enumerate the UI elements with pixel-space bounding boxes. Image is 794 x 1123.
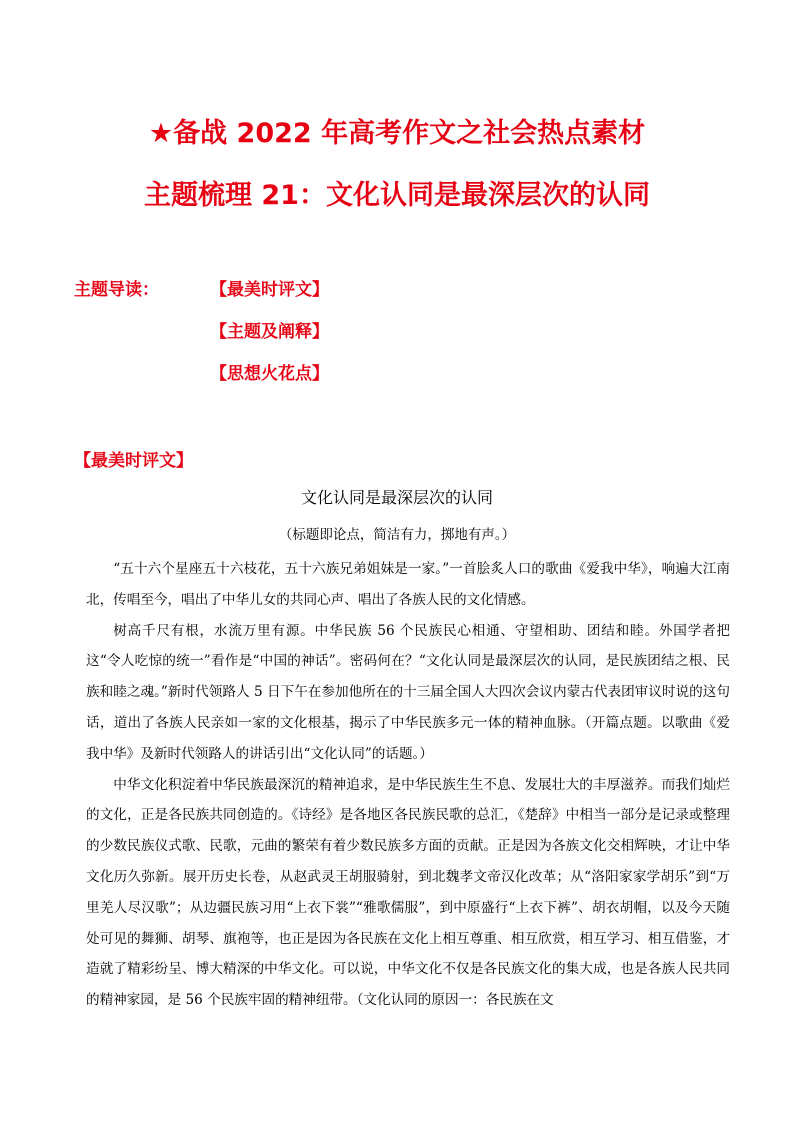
essay-title: 文化认同是最深层次的认同	[300, 488, 493, 507]
essay-body	[86, 554, 730, 1016]
guide-label: 主题导读：	[74, 280, 159, 300]
guide-item-ideas: 【思想火花点】	[210, 364, 329, 384]
guide-item-theme: 【主题及阐释】	[210, 322, 329, 342]
document-subtitle: 主题梳理 21：文化认同是最深层次的认同	[144, 180, 650, 211]
essay-paragraph: “五十六个星座五十六枝花，五十六族兄弟姐妹是一家。”一首脍炙人口的歌曲《爱我中华》，响遍大江南北，传唱至今，唱出了中华儿女的共同心声、唱出了各族人民的文化情感。	[86, 561, 730, 608]
essay-paragraph: 中华文化积淀着中华民族最深沉的精神追求，是中华民族生生不息、发展壮大的丰厚滋养。而我们灿烂的文化，正是各民族共同创造的。《诗经》是各地区各民族民歌的总汇，《楚辞》中相当一部分是记录或整理的少数民族仪式歌、民歌，元曲的繁荣有着少数民族多方面的贡献。正是因为各族文化交相辉映，才让中华文化历久弥新。展开历史长卷，从赵武灵王胡服骑射，到北魏孝文帝汉化改革；从“洛阳家家学胡乐”到“万里羌人尽汉歌”；从边疆民族习用“上衣下裳”“雅歌儒服”，到中原盛行“上衣下裤”、胡衣胡帽，以及今天随处可见的舞狮、胡琴、旗袍等，也正是因为各民族在文化上相互尊重、相互欣赏，相互学习、相互借鉴，才造就了精彩纷呈、博大精深的中华文化。可以说，中华文化不仅是各民族文化的集大成，也是各族人民共同的精神家园，是 56 个民族牢固的精神纽带。（文化认同的原因一：各民族在文	[86, 776, 730, 1009]
document-title: ★备战 2022 年高考作文之社会热点素材	[148, 118, 646, 149]
essay-paragraph: 树高千尺有根，水流万里有源。中华民族 56 个民族民心相通、守望相助、团结和睦。外国学者把这“令人吃惊的统一”看作是“中国的神话”。密码何在？“文化认同是最深层次的认同，是民族团结之根、民族和睦之魂。”新时代领路人 5 日下午在参加他所在的十三届全国人大四次会议内蒙古代表团审议时说的这句话，道出了各族人民亲如一家的文化根基，揭示了中华民族多元一体的精神血脉。（开篇点题。以歌曲《爱我中华》及新时代领路人的讲话引出“文化认同”的话题。）	[86, 622, 730, 762]
essay-note: （标题即论点，简洁有力，掷地有声。）	[278, 527, 516, 543]
guide-item-essay: 【最美时评文】	[210, 280, 329, 300]
section-heading: 【最美时评文】	[74, 451, 193, 471]
